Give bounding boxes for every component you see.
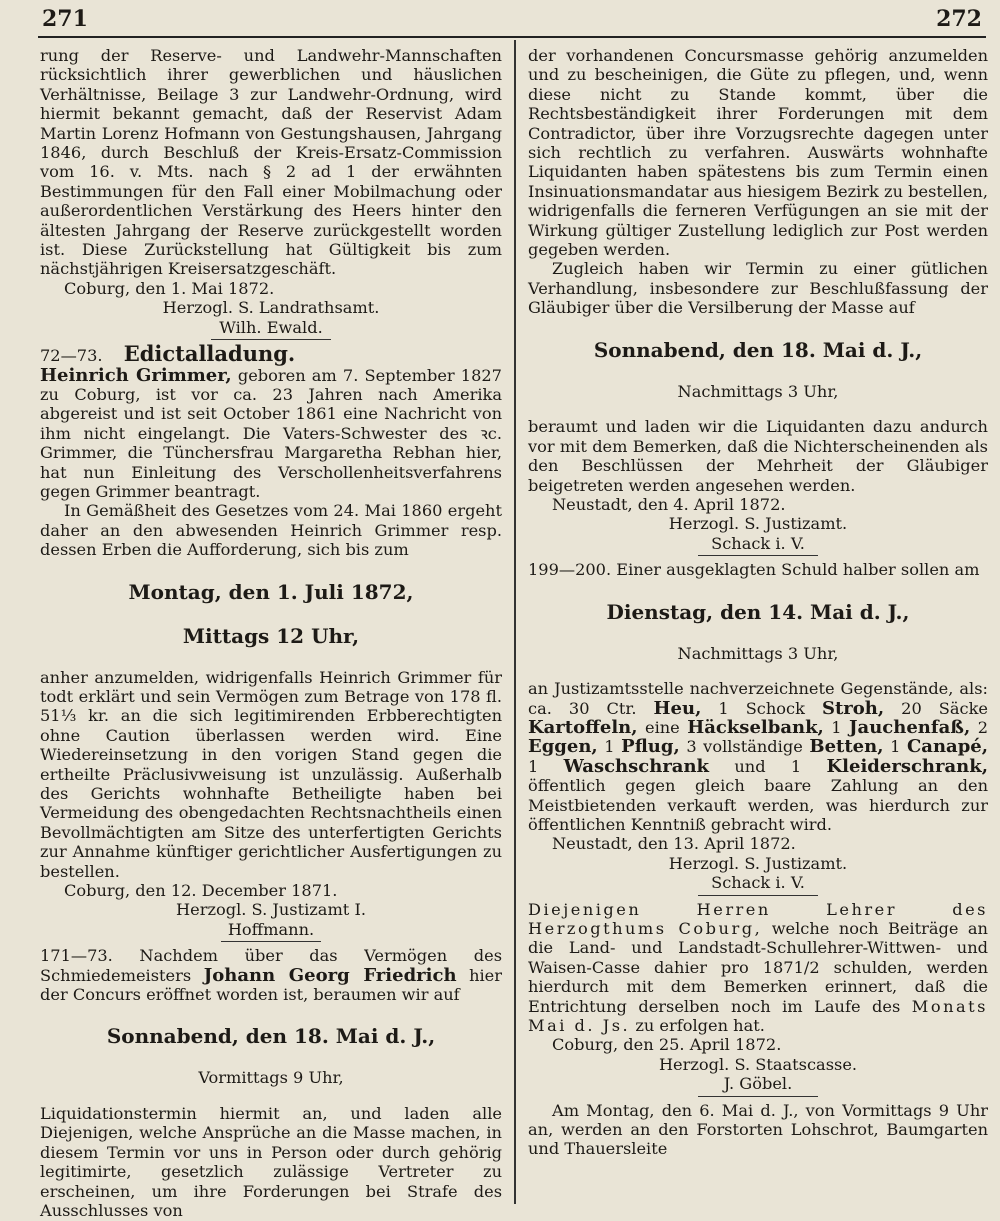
edict-heading — [40, 341, 502, 367]
item-text: 1 — [831, 717, 842, 737]
item-slurry-barrel: Jauchenfaß, — [849, 716, 971, 738]
concurs-number: 171—73. — [40, 946, 113, 966]
item-canape: Canapé, — [906, 736, 988, 758]
right-column — [528, 46, 988, 1159]
item-harrows: Eggen, — [528, 736, 598, 758]
auction-office: Herzogl. S. Justizamt. — [668, 853, 848, 873]
edict-paragraph-1-text: geboren am 7. September 1827 zu Coburg, ist vor ca. 23 Jahren nach Amerika abgereist und ist seit October 1861 eine Nachricht von ihm nicht eingelangt. Die Vaters-Schwester des ꝛc. Grimmer, die Tünchersfrau Margaretha Rebhan hier, hat nun Einleitung des Verschollenheitsverfahrens gegen Grimmer beantragt. — [40, 365, 502, 501]
auction-signer: Schack i. V. — [711, 873, 805, 893]
separator-rule — [211, 339, 331, 340]
concurs-paragraph-2: Liquidationstermin hiermit an, und laden alle Diejenigen, welche Ansprüche an die Masse machen, in diesem Termin vor uns in Person oder durch gehörig legitimirte, gesetzlich zulässige Vertreter zu erscheinen, um ihre Forderungen bei Strafe des Ausschlusses von — [40, 1104, 502, 1221]
edict-hearing-time: Mittags 12 Uhr, — [182, 623, 360, 648]
edict-paragraph-2: In Gemäßheit des Gesetzes vom 24. Mai 1860 ergeht daher an den abwesenden Heinrich Grimmer resp. dessen Erben die Aufforderung, sich bis zum — [40, 501, 502, 560]
auction-items-outro: öffentlich gegen gleich baare Zahlung an den Meistbietenden verkauft werden, was hierdurch zur öffentlichen Kenntniß gebracht wird. — [528, 776, 988, 834]
forest-notice: Am Montag, den 6. Mai d. J., von Vormittags 9 Uhr an, werden an den Forstorten Lohschrot, Baumgarten und Thauersleite — [528, 1100, 988, 1159]
auction-time: Nachmittags 3 Uhr, — [677, 643, 839, 663]
concurs-cont-paragraph-1: der vorhandenen Concursmasse gehörig anzumelden und zu bescheinigen, die Güte zu pflegen, und, wenn diese nicht zu Stande kommt, über die Rechtsbeständigkeit ihrer Forderungen mit dem Contradictor, über ihre Vorzugsrechte dagegen unter sich rechtlich zu verfahren. Auswärts wohnhafte Liquidanten haben spätestens bis zum Termin einen Insinuationsmandatar aus hiesigem Bezirk zu bestellen, widrigenfalls die ferneren Verfügungen an sie mit der Wirkung gültiger Zustellung lediglich zur Post werden gegeben werden. — [528, 46, 988, 260]
concurs-cont-place-date: Neustadt, den 4. April 1872. — [552, 494, 786, 514]
auction-date: Dienstag, den 14. Mai d. J., — [606, 599, 910, 624]
item-text: 1 Schock — [718, 698, 805, 718]
concurs-cont-office: Herzogl. S. Justizamt. — [668, 514, 848, 534]
notice-reserve-office: Herzogl. S. Landrathsamt. — [162, 298, 380, 318]
teachers-office: Herzogl. S. Staatscasse. — [658, 1054, 858, 1074]
teachers-signer: J. Göbel. — [723, 1074, 793, 1094]
auction-intro: Einer ausgeklagten Schuld halber sollen am — [616, 560, 980, 580]
item-text: 2 — [977, 717, 988, 737]
notice-reserve-date: Coburg, den 1. Mai 1872. — [64, 278, 275, 298]
auction-number: 199—200. — [528, 560, 612, 580]
item-straw: Stroh, — [821, 697, 885, 719]
separator-rule — [698, 895, 818, 896]
teachers-notice — [528, 900, 988, 1036]
separator-rule — [698, 555, 818, 556]
auction-paragraph-1 — [528, 560, 988, 579]
concurs-text-a: Nachdem über das Vermögen des Schmiedemeisters — [40, 946, 502, 985]
edict-office: Herzogl. S. Justizamt I. — [176, 900, 366, 920]
edict-date: Coburg, den 12. December 1871. — [64, 881, 338, 901]
column-divider — [514, 40, 516, 1204]
edict-number: 72—73. — [40, 346, 103, 366]
concurs-date: Sonnabend, den 18. Mai d. J., — [106, 1024, 436, 1049]
concurs-text-b: hier der Concurs eröffnet worden ist, beraumen wir auf — [40, 965, 502, 1005]
edict-hearing-date: Montag, den 1. Juli 1872, — [128, 579, 414, 604]
edict-paragraph-3: anher anzumelden, widrigenfalls Heinrich Grimmer für todt erklärt und sein Vermögen zum Betrage von 178 fl. 51⅓ kr. an die sich legitimirenden Erbberechtigten ohne Caution überlassen werden wird. Eine Wiedereinsetzung in den vorigen Stand gegen die ertheilte Präclusivweisung ist unzulässig. Außerhalb des Gerichts wohnhafte Betheiligte haben bei Vermeidung des obengedachten Rechtsnachtheils einen Bevollmächtigten am Sitze des unterfertigten Gerichts zur Annahme künftiger gerichtlicher Ausfertigungen zu bestellen. — [40, 667, 502, 881]
auction-items-intro: an Justizamtsstelle nachverzeichnete Gegenstände, als: ca. 30 Ctr. — [528, 679, 988, 718]
item-beds: Betten, — [809, 736, 884, 758]
auction-place-date: Neustadt, den 13. April 1872. — [552, 834, 796, 854]
concurs-cont-date: Sonnabend, den 18. Mai d. J., — [593, 337, 923, 362]
item-text: 1 — [890, 737, 901, 757]
edict-title: Edictalladung. — [123, 341, 296, 367]
edict-person-name: Heinrich Grimmer, — [40, 364, 232, 386]
separator-rule — [698, 1096, 818, 1097]
item-chaff-cutter: Häckselbank, — [687, 716, 824, 738]
item-wardrobe: Kleiderschrank, — [826, 755, 988, 777]
item-text: 3 vollständige — [686, 737, 803, 757]
teachers-notice-end: zu erfolgen hat. — [635, 1016, 765, 1036]
teachers-notice-month: Monats Mai d. Js. — [528, 996, 988, 1036]
item-text: 20 Säcke — [901, 698, 988, 718]
concurs-cont-signer: Schack i. V. — [711, 533, 805, 553]
item-text: 1 — [528, 756, 539, 776]
concurs-cont-paragraph-3: beraumt und laden wir die Liquidanten dazu andurch vor mit dem Bemerken, daß die Nichterscheinenden als den Beschlüssen der Mehrheit der Gläubiger beigetreten werden angesehen werden. — [528, 417, 988, 495]
concurs-paragraph-1 — [40, 946, 502, 1004]
concurs-cont-time: Nachmittags 3 Uhr, — [677, 381, 839, 401]
notice-reserve-text: rung der Reserve- und Landwehr-Mannschaften rücksichtlich ihrer gewerblichen und häuslichen Verhältnisse, Beilage 3 zur Landwehr-Ordnung, wird hiermit bekannt gemacht, daß der Reservist Adam Martin Lorenz Hofmann von Gestungshausen, Jahrgang 1846, durch Beschluß der Kreis-Ersatz-Commission vom 16. v. Mts. nach § 2 ad 1 der erwähnten Bestimmungen für den Fall einer Mobilmachung oder außerordentlichen Verstärkung des Heers hinter den ältesten Jahrgang der Reserve zurückgestellt worden ist. Diese Zurückstellung hat Gültigkeit bis zum nächstjährigen Kreisersatzgeschäft. — [40, 46, 502, 279]
item-text: 1 — [604, 737, 615, 757]
left-column — [40, 46, 502, 1221]
concurs-time: Vormittags 9 Uhr, — [198, 1068, 344, 1088]
concurs-cont-paragraph-2: Zugleich haben wir Termin zu einer gütlichen Verhandlung, insbesondere zur Beschlußfassung der Gläubiger über die Versilberung der Masse auf — [528, 259, 988, 318]
page-number-right: 272 — [936, 6, 982, 32]
item-text: und 1 — [734, 756, 802, 776]
item-washstand: Waschschrank — [563, 755, 710, 777]
item-plough: Pflug, — [621, 736, 680, 758]
notice-reserve-signer: Wilh. Ewald. — [219, 317, 323, 337]
teachers-place-date: Coburg, den 25. April 1872. — [552, 1035, 782, 1055]
page-number-left: 271 — [42, 6, 88, 32]
item-text: eine — [644, 717, 680, 737]
separator-rule — [221, 941, 321, 942]
teachers-notice-lead: Diejenigen Herren Lehrer des Herzogthums Coburg, — [528, 899, 988, 938]
header-rule — [38, 36, 986, 38]
teachers-notice-text: welche noch Beiträge an die Land- und Landstadt-Schullehrer-Wittwen- und Waisen-Casse dahier pro 1871/2 schulden, werden hierdurch mit dem Bemerken erinnert, daß die Entrichtung derselben noch im Laufe des — [528, 919, 988, 1016]
auction-items — [528, 679, 988, 834]
edict-signer: Hoffmann. — [227, 919, 315, 939]
item-hay: Heu, — [653, 697, 702, 719]
edict-paragraph-1 — [40, 366, 502, 502]
item-potatoes: Kartoffeln, — [528, 716, 638, 738]
concurs-person-name: Johann Georg Friedrich — [203, 964, 457, 986]
